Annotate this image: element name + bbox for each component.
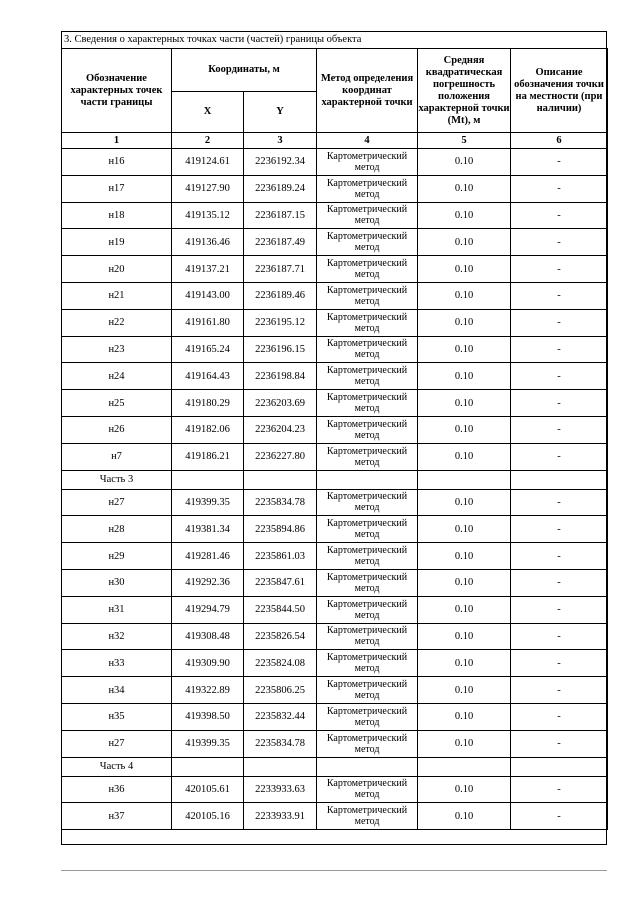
description-cell: - <box>511 516 608 543</box>
method-cell: Картометрический метод <box>317 730 418 757</box>
y-coordinate-cell: 2233933.91 <box>244 803 317 830</box>
description-cell: - <box>511 149 608 176</box>
point-id-cell: н32 <box>62 623 172 650</box>
header-num-4: 4 <box>317 133 418 149</box>
header-num-6: 6 <box>511 133 608 149</box>
method-cell: Картометрический метод <box>317 543 418 570</box>
method-cell: Картометрический метод <box>317 703 418 730</box>
description-cell: - <box>511 256 608 283</box>
points-table-body <box>62 149 608 830</box>
method-cell: Картометрический метод <box>317 256 418 283</box>
description-cell: - <box>511 569 608 596</box>
point-id-cell: н33 <box>62 650 172 677</box>
y-coordinate-cell: 2236198.84 <box>244 363 317 390</box>
mean-error-cell: 0.10 <box>418 543 511 570</box>
y-coordinate-cell: 2235894.86 <box>244 516 317 543</box>
point-id-cell: н26 <box>62 416 172 443</box>
table-row <box>62 416 608 443</box>
y-coordinate-cell: 2236189.24 <box>244 175 317 202</box>
method-cell: Картометрический метод <box>317 229 418 256</box>
description-cell: - <box>511 776 608 803</box>
table-row <box>62 516 608 543</box>
x-coordinate-cell: 419161.80 <box>172 309 244 336</box>
x-coordinate-cell: 419381.34 <box>172 516 244 543</box>
table-row <box>62 623 608 650</box>
description-cell: - <box>511 650 608 677</box>
table-row <box>62 175 608 202</box>
table-row <box>62 443 608 470</box>
table-row <box>62 703 608 730</box>
y-coordinate-cell: 2236203.69 <box>244 390 317 417</box>
y-coordinate-cell: 2236187.15 <box>244 202 317 229</box>
header-y: Y <box>244 92 317 133</box>
description-cell: - <box>511 309 608 336</box>
point-id-cell: н24 <box>62 363 172 390</box>
header-method: Метод определения координат характерной точки <box>317 49 418 133</box>
header-x: X <box>172 92 244 133</box>
header-num-5: 5 <box>418 133 511 149</box>
y-coordinate-cell: 2235824.08 <box>244 650 317 677</box>
y-coordinate-cell: 2235834.78 <box>244 489 317 516</box>
x-coordinate-cell: 419292.36 <box>172 569 244 596</box>
x-coordinate-cell: 420105.16 <box>172 803 244 830</box>
header-coordinates: Координаты, м <box>172 49 317 92</box>
x-coordinate-cell: 419398.50 <box>172 703 244 730</box>
x-coordinate-cell: 419124.61 <box>172 149 244 176</box>
empty-cell <box>418 470 511 489</box>
empty-cell <box>172 757 244 776</box>
x-coordinate-cell: 419135.12 <box>172 202 244 229</box>
table-row <box>62 309 608 336</box>
mean-error-cell: 0.10 <box>418 149 511 176</box>
method-cell: Картометрический метод <box>317 149 418 176</box>
table-row <box>62 229 608 256</box>
x-coordinate-cell: 419294.79 <box>172 596 244 623</box>
header-num-2: 2 <box>172 133 244 149</box>
y-coordinate-cell: 2236192.34 <box>244 149 317 176</box>
y-coordinate-cell: 2236196.15 <box>244 336 317 363</box>
header-point-designation: Обозначение характерных точек части границы <box>62 49 172 133</box>
x-coordinate-cell: 419186.21 <box>172 443 244 470</box>
header-mean-error: Средняя квадратическая погрешность положения характерной точки (Mt), м <box>418 49 511 133</box>
y-coordinate-cell: 2235834.78 <box>244 730 317 757</box>
point-id-cell: н30 <box>62 569 172 596</box>
description-cell: - <box>511 443 608 470</box>
point-id-cell: н22 <box>62 309 172 336</box>
method-cell: Картометрический метод <box>317 803 418 830</box>
table-row <box>62 596 608 623</box>
y-coordinate-cell: 2236187.71 <box>244 256 317 283</box>
table-row <box>62 489 608 516</box>
mean-error-cell: 0.10 <box>418 623 511 650</box>
y-coordinate-cell: 2233933.63 <box>244 776 317 803</box>
method-cell: Картометрический метод <box>317 202 418 229</box>
mean-error-cell: 0.10 <box>418 596 511 623</box>
header-num-1: 1 <box>62 133 172 149</box>
mean-error-cell: 0.10 <box>418 489 511 516</box>
x-coordinate-cell: 419136.46 <box>172 229 244 256</box>
method-cell: Картометрический метод <box>317 623 418 650</box>
point-id-cell: н37 <box>62 803 172 830</box>
table-row <box>62 256 608 283</box>
point-id-cell: н18 <box>62 202 172 229</box>
mean-error-cell: 0.10 <box>418 390 511 417</box>
empty-cell <box>317 757 418 776</box>
table-row <box>62 149 608 176</box>
point-id-cell: н36 <box>62 776 172 803</box>
part-row <box>62 470 608 489</box>
mean-error-cell: 0.10 <box>418 416 511 443</box>
x-coordinate-cell: 419180.29 <box>172 390 244 417</box>
part-label: Часть 3 <box>62 470 172 489</box>
footer-divider <box>61 870 607 871</box>
table-row <box>62 282 608 309</box>
method-cell: Картометрический метод <box>317 336 418 363</box>
y-coordinate-cell: 2235832.44 <box>244 703 317 730</box>
method-cell: Картометрический метод <box>317 677 418 704</box>
point-id-cell: н20 <box>62 256 172 283</box>
description-cell: - <box>511 730 608 757</box>
description-cell: - <box>511 489 608 516</box>
y-coordinate-cell: 2235861.03 <box>244 543 317 570</box>
method-cell: Картометрический метод <box>317 363 418 390</box>
point-id-cell: н16 <box>62 149 172 176</box>
part-label: Часть 4 <box>62 757 172 776</box>
table-row <box>62 650 608 677</box>
mean-error-cell: 0.10 <box>418 202 511 229</box>
y-coordinate-cell: 2236189.46 <box>244 282 317 309</box>
point-id-cell: н7 <box>62 443 172 470</box>
description-cell: - <box>511 416 608 443</box>
empty-cell <box>172 470 244 489</box>
table-row <box>62 202 608 229</box>
header-num-3: 3 <box>244 133 317 149</box>
method-cell: Картометрический метод <box>317 516 418 543</box>
mean-error-cell: 0.10 <box>418 776 511 803</box>
mean-error-cell: 0.10 <box>418 730 511 757</box>
method-cell: Картометрический метод <box>317 443 418 470</box>
method-cell: Картометрический метод <box>317 282 418 309</box>
x-coordinate-cell: 419322.89 <box>172 677 244 704</box>
table-row <box>62 677 608 704</box>
x-coordinate-cell: 419143.00 <box>172 282 244 309</box>
empty-cell <box>244 757 317 776</box>
header-description: Описание обозначения точки на местности (при наличии) <box>511 49 608 133</box>
table-row <box>62 363 608 390</box>
mean-error-cell: 0.10 <box>418 229 511 256</box>
description-cell: - <box>511 803 608 830</box>
y-coordinate-cell: 2235806.25 <box>244 677 317 704</box>
mean-error-cell: 0.10 <box>418 282 511 309</box>
point-id-cell: н28 <box>62 516 172 543</box>
description-cell: - <box>511 677 608 704</box>
part-row <box>62 757 608 776</box>
description-cell: - <box>511 543 608 570</box>
x-coordinate-cell: 419399.35 <box>172 730 244 757</box>
method-cell: Картометрический метод <box>317 416 418 443</box>
table-row <box>62 803 608 830</box>
description-cell: - <box>511 623 608 650</box>
table-row <box>62 336 608 363</box>
method-cell: Картометрический метод <box>317 569 418 596</box>
y-coordinate-cell: 2236195.12 <box>244 309 317 336</box>
x-coordinate-cell: 419281.46 <box>172 543 244 570</box>
point-id-cell: н25 <box>62 390 172 417</box>
description-cell: - <box>511 282 608 309</box>
point-id-cell: н21 <box>62 282 172 309</box>
method-cell: Картометрический метод <box>317 776 418 803</box>
mean-error-cell: 0.10 <box>418 803 511 830</box>
section-caption: 3. Сведения о характерных точках части (частей) границы объекта <box>61 31 607 49</box>
x-coordinate-cell: 419399.35 <box>172 489 244 516</box>
y-coordinate-cell: 2235847.61 <box>244 569 317 596</box>
empty-cell <box>511 757 608 776</box>
mean-error-cell: 0.10 <box>418 569 511 596</box>
x-coordinate-cell: 419165.24 <box>172 336 244 363</box>
mean-error-cell: 0.10 <box>418 363 511 390</box>
point-id-cell: н17 <box>62 175 172 202</box>
method-cell: Картометрический метод <box>317 596 418 623</box>
mean-error-cell: 0.10 <box>418 677 511 704</box>
mean-error-cell: 0.10 <box>418 256 511 283</box>
mean-error-cell: 0.10 <box>418 175 511 202</box>
method-cell: Картометрический метод <box>317 650 418 677</box>
y-coordinate-cell: 2236204.23 <box>244 416 317 443</box>
y-coordinate-cell: 2235826.54 <box>244 623 317 650</box>
y-coordinate-cell: 2236187.49 <box>244 229 317 256</box>
empty-cell <box>511 470 608 489</box>
table-row <box>62 776 608 803</box>
x-coordinate-cell: 419164.43 <box>172 363 244 390</box>
x-coordinate-cell: 419308.48 <box>172 623 244 650</box>
mean-error-cell: 0.10 <box>418 443 511 470</box>
mean-error-cell: 0.10 <box>418 309 511 336</box>
mean-error-cell: 0.10 <box>418 336 511 363</box>
point-id-cell: н29 <box>62 543 172 570</box>
table-row <box>62 730 608 757</box>
description-cell: - <box>511 175 608 202</box>
point-id-cell: н19 <box>62 229 172 256</box>
y-coordinate-cell: 2236227.80 <box>244 443 317 470</box>
description-cell: - <box>511 703 608 730</box>
x-coordinate-cell: 419137.21 <box>172 256 244 283</box>
mean-error-cell: 0.10 <box>418 703 511 730</box>
x-coordinate-cell: 419182.06 <box>172 416 244 443</box>
mean-error-cell: 0.10 <box>418 516 511 543</box>
method-cell: Картометрический метод <box>317 309 418 336</box>
description-cell: - <box>511 390 608 417</box>
x-coordinate-cell: 420105.61 <box>172 776 244 803</box>
point-id-cell: н23 <box>62 336 172 363</box>
description-cell: - <box>511 363 608 390</box>
empty-cell <box>317 470 418 489</box>
method-cell: Картометрический метод <box>317 175 418 202</box>
point-id-cell: н27 <box>62 489 172 516</box>
x-coordinate-cell: 419309.90 <box>172 650 244 677</box>
table-row <box>62 569 608 596</box>
method-cell: Картометрический метод <box>317 390 418 417</box>
method-cell: Картометрический метод <box>317 489 418 516</box>
x-coordinate-cell: 419127.90 <box>172 175 244 202</box>
empty-cell <box>418 757 511 776</box>
point-id-cell: н27 <box>62 730 172 757</box>
description-cell: - <box>511 596 608 623</box>
description-cell: - <box>511 229 608 256</box>
empty-cell <box>244 470 317 489</box>
point-id-cell: н31 <box>62 596 172 623</box>
point-id-cell: н35 <box>62 703 172 730</box>
table-row <box>62 390 608 417</box>
y-coordinate-cell: 2235844.50 <box>244 596 317 623</box>
mean-error-cell: 0.10 <box>418 650 511 677</box>
point-id-cell: н34 <box>62 677 172 704</box>
description-cell: - <box>511 336 608 363</box>
table-row <box>62 543 608 570</box>
points-table <box>61 48 608 830</box>
description-cell: - <box>511 202 608 229</box>
